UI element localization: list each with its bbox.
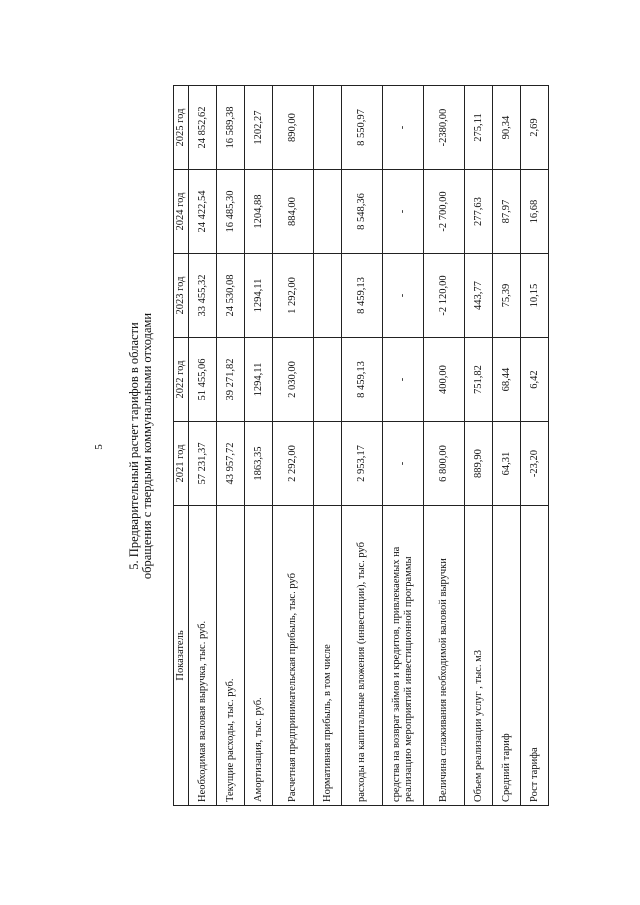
cell-value: 400,00 — [424, 338, 465, 422]
cell-value: 1202,27 — [245, 86, 273, 170]
cell-value: 39 271,82 — [217, 338, 245, 422]
cell-value: 64,31 — [493, 422, 521, 506]
cell-value: 8 548,36 — [342, 170, 383, 254]
row-label: Расчетная предпринимательская прибыль, тыс. руб — [273, 506, 314, 806]
cell-value: 443,77 — [465, 254, 493, 338]
header-year-2024: 2024 год — [174, 170, 189, 254]
cell-value: - — [383, 254, 424, 338]
tariff-table — [173, 85, 549, 806]
title-line-1: 5. Предварительный расчет тарифов в области — [127, 322, 141, 570]
table-row — [424, 86, 465, 806]
cell-value: 6,42 — [521, 338, 549, 422]
cell-value: 1 292,00 — [273, 254, 314, 338]
table-row — [383, 86, 424, 806]
header-year-2023: 2023 год — [174, 254, 189, 338]
cell-value: 24 530,08 — [217, 254, 245, 338]
cell-value: 6 800,00 — [424, 422, 465, 506]
cell-value — [314, 254, 342, 338]
cell-value: 890,00 — [273, 86, 314, 170]
cell-value: 1863,35 — [245, 422, 273, 506]
header-year-2021: 2021 год — [174, 422, 189, 506]
header-year-2022: 2022 год — [174, 338, 189, 422]
cell-value: 2 292,00 — [273, 422, 314, 506]
cell-value: 57 231,37 — [189, 422, 217, 506]
cell-value: -23,20 — [521, 422, 549, 506]
cell-value: 24 422,54 — [189, 170, 217, 254]
cell-value: 8 550,97 — [342, 86, 383, 170]
cell-value: 889,90 — [465, 422, 493, 506]
cell-value: 751,82 — [465, 338, 493, 422]
cell-value: - — [383, 170, 424, 254]
cell-value: 275,11 — [465, 86, 493, 170]
row-label: средства на возврат займов и кредитов, привлекаемых на реализацию мероприятий инвестиционной программы — [383, 506, 424, 806]
row-label: расходы на капитальные вложения (инвестиции), тыс. руб — [342, 506, 383, 806]
cell-value: 10,15 — [521, 254, 549, 338]
header-indicator: Показатель — [174, 506, 189, 806]
title-line-2: обращения с твердыми коммунальными отходами — [140, 312, 154, 580]
cell-value: 33 455,32 — [189, 254, 217, 338]
table-header-row — [174, 86, 189, 806]
cell-value: 16 485,30 — [217, 170, 245, 254]
table-row — [342, 86, 383, 806]
row-label: Средний тариф — [493, 506, 521, 806]
cell-value: 884,00 — [273, 170, 314, 254]
cell-value: 2,69 — [521, 86, 549, 170]
table-row — [273, 86, 314, 806]
document-title — [128, 86, 154, 806]
cell-value: -2 700,00 — [424, 170, 465, 254]
cell-value: 24 852,62 — [189, 86, 217, 170]
cell-value: 277,63 — [465, 170, 493, 254]
cell-value: 16,68 — [521, 170, 549, 254]
table-row — [493, 86, 521, 806]
header-year-2025: 2025 год — [174, 86, 189, 170]
cell-value — [314, 338, 342, 422]
cell-value: 1294,11 — [245, 338, 273, 422]
row-label: Объем реализации услуг , тыс. м3 — [465, 506, 493, 806]
cell-value: 8 459,13 — [342, 338, 383, 422]
cell-value: 1294,11 — [245, 254, 273, 338]
row-label: Нормативная прибыль, в том числе — [314, 506, 342, 806]
cell-value: - — [383, 86, 424, 170]
cell-value: 2 030,00 — [273, 338, 314, 422]
cell-value: 8 459,13 — [342, 254, 383, 338]
cell-value: - — [383, 422, 424, 506]
table-row — [314, 86, 342, 806]
cell-value: 51 455,06 — [189, 338, 217, 422]
page-number: 5 — [93, 444, 105, 450]
table-row — [217, 86, 245, 806]
row-label: Рост тарифа — [521, 506, 549, 806]
cell-value: 68,44 — [493, 338, 521, 422]
row-label: Текущие расходы, тыс. руб. — [217, 506, 245, 806]
cell-value: -2 120,00 — [424, 254, 465, 338]
cell-value: 16 589,38 — [217, 86, 245, 170]
table-row — [245, 86, 273, 806]
row-label: Необходимая валовая выручка, тыс. руб. — [189, 506, 217, 806]
cell-value: 2 953,17 — [342, 422, 383, 506]
table-row — [465, 86, 493, 806]
cell-value: 43 957,72 — [217, 422, 245, 506]
cell-value: 90,34 — [493, 86, 521, 170]
cell-value — [314, 422, 342, 506]
cell-value — [314, 86, 342, 170]
cell-value: 87,97 — [493, 170, 521, 254]
table-row — [189, 86, 217, 806]
cell-value: 1204,88 — [245, 170, 273, 254]
cell-value: -2380,00 — [424, 86, 465, 170]
row-label: Амортизация, тыс. руб. — [245, 506, 273, 806]
cell-value: - — [383, 338, 424, 422]
cell-value: 75,39 — [493, 254, 521, 338]
table-row — [521, 86, 549, 806]
rotated-page-content — [93, 86, 540, 806]
row-label: Величина сглаживания необходимой валовой выручки — [424, 506, 465, 806]
cell-value — [314, 170, 342, 254]
